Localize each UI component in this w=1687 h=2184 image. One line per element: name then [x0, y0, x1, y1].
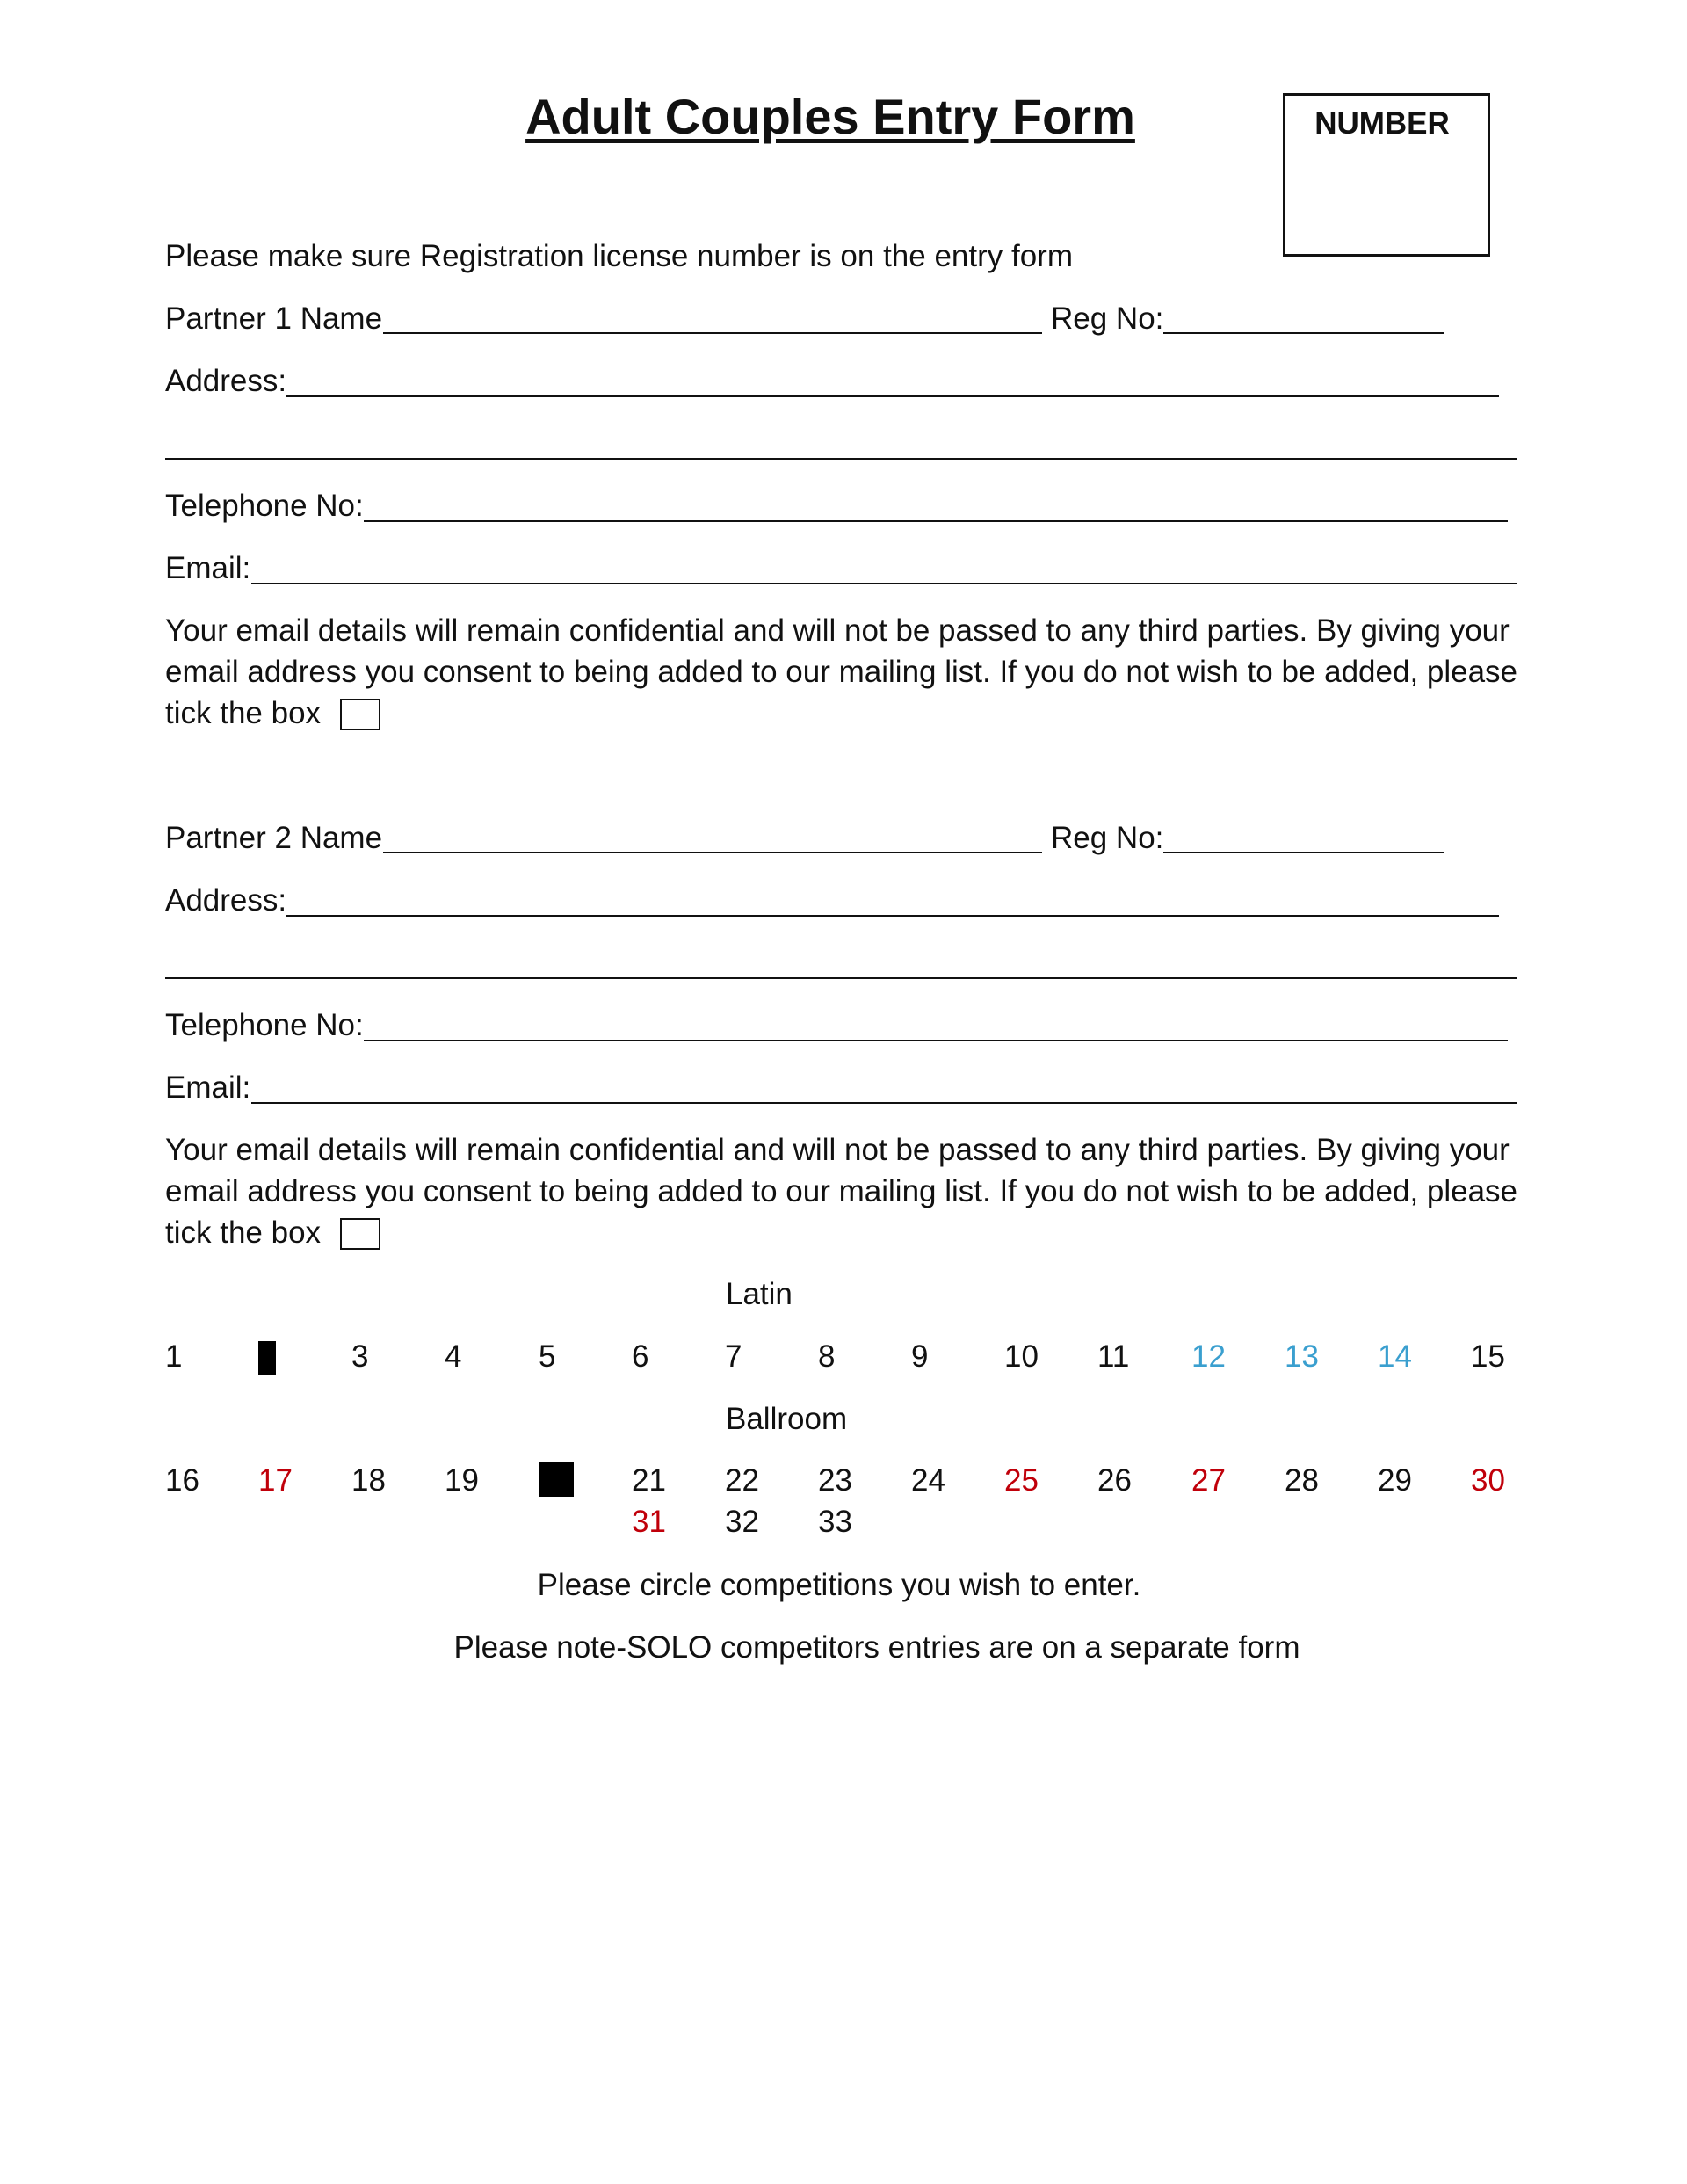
- competition-number-11[interactable]: 11: [1097, 1339, 1130, 1374]
- circle-instruction: Please circle competitions you wish to enter.: [537, 1568, 1141, 1602]
- competition-number-28[interactable]: 28: [1285, 1463, 1319, 1498]
- partner1-reg-label: Reg No:: [1051, 301, 1164, 336]
- partner2-address-line2[interactable]: [165, 977, 1517, 979]
- partner2-consent-text: Your email details will remain confidential and will not be passed to any third parties. By giving your email address you consent to being added to our mailing list. If you do not wish to be added, please tick the box: [165, 1133, 1518, 1250]
- partner2-telephone-label: Telephone No:: [165, 1008, 364, 1042]
- form-title: Adult Couples Entry Form: [525, 89, 1135, 144]
- partner1-email-field[interactable]: [251, 583, 1517, 584]
- partner1-email-label: Email:: [165, 551, 251, 585]
- competition-number-25[interactable]: 25: [1004, 1463, 1039, 1498]
- competition-number-8[interactable]: 8: [818, 1339, 836, 1374]
- competition-number-15[interactable]: 15: [1471, 1339, 1505, 1374]
- partner2-reg-label: Reg No:: [1051, 821, 1164, 855]
- competition-number-4[interactable]: 4: [445, 1339, 462, 1374]
- competition-number-29[interactable]: 29: [1378, 1463, 1412, 1498]
- competition-number-22[interactable]: 22: [725, 1463, 759, 1498]
- competition-number-27[interactable]: 27: [1191, 1463, 1226, 1498]
- latin-section-label: Latin: [726, 1277, 793, 1311]
- competition-number-30[interactable]: 30: [1471, 1463, 1505, 1498]
- redacted-competition-mark: [539, 1462, 574, 1497]
- partner1-address-field[interactable]: [286, 395, 1499, 397]
- partner2-reg-field[interactable]: [1163, 852, 1444, 853]
- partner1-name-field[interactable]: [383, 332, 1042, 334]
- partner2-address-field[interactable]: [286, 915, 1499, 917]
- partner2-email-label: Email:: [165, 1070, 251, 1105]
- competition-number-32[interactable]: 32: [725, 1505, 759, 1539]
- competition-number-1[interactable]: 1: [165, 1339, 183, 1374]
- competition-number-33[interactable]: 33: [818, 1505, 852, 1539]
- competition-number-24[interactable]: 24: [911, 1463, 945, 1498]
- competition-number-13[interactable]: 13: [1285, 1339, 1319, 1374]
- partner1-name-label: Partner 1 Name: [165, 301, 383, 336]
- ballroom-section-label: Ballroom: [726, 1402, 848, 1436]
- partner1-telephone-field[interactable]: [364, 520, 1508, 522]
- partner1-optout-checkbox[interactable]: [340, 699, 380, 730]
- partner2-name-label: Partner 2 Name: [165, 821, 383, 855]
- number-box-label: NUMBER: [1314, 106, 1450, 141]
- competition-number-23[interactable]: 23: [818, 1463, 852, 1498]
- partner2-name-field[interactable]: [383, 852, 1042, 853]
- number-box: [1283, 93, 1490, 257]
- partner2-address-label: Address:: [165, 883, 287, 918]
- partner2-consent: [165, 1129, 1518, 1253]
- competition-number-5[interactable]: 5: [539, 1339, 556, 1374]
- competition-number-19[interactable]: 19: [445, 1463, 479, 1498]
- competition-number-9[interactable]: 9: [911, 1339, 929, 1374]
- partner2-telephone-field[interactable]: [364, 1040, 1508, 1041]
- competition-number-6[interactable]: 6: [632, 1339, 649, 1374]
- competition-number-7[interactable]: 7: [725, 1339, 742, 1374]
- partner2-optout-checkbox[interactable]: [340, 1218, 380, 1250]
- competition-number-12[interactable]: 12: [1191, 1339, 1226, 1374]
- partner2-email-field[interactable]: [251, 1102, 1517, 1104]
- competition-number-31[interactable]: 31: [632, 1505, 666, 1539]
- competition-number-16[interactable]: 16: [165, 1463, 199, 1498]
- competition-number-10[interactable]: 10: [1004, 1339, 1039, 1374]
- partner1-telephone-label: Telephone No:: [165, 489, 364, 523]
- competition-number-14[interactable]: 14: [1378, 1339, 1412, 1374]
- partner1-address-line2[interactable]: [165, 458, 1517, 460]
- partner1-consent-text: Your email details will remain confidential and will not be passed to any third parties. By giving your email address you consent to being added to our mailing list. If you do not wish to be added, please tick the box: [165, 613, 1518, 730]
- competition-number-17[interactable]: 17: [258, 1463, 293, 1498]
- competition-number-3[interactable]: 3: [351, 1339, 369, 1374]
- solo-note: Please note-SOLO competitors entries are on a separate form: [453, 1630, 1300, 1665]
- registration-note: Please make sure Registration license number is on the entry form: [165, 239, 1073, 273]
- partner1-reg-field[interactable]: [1163, 332, 1444, 334]
- competition-number-21[interactable]: 21: [632, 1463, 666, 1498]
- redacted-competition-mark: [258, 1341, 276, 1375]
- competition-number-18[interactable]: 18: [351, 1463, 386, 1498]
- partner1-consent: [165, 610, 1518, 734]
- partner1-address-label: Address:: [165, 364, 287, 398]
- competition-number-26[interactable]: 26: [1097, 1463, 1132, 1498]
